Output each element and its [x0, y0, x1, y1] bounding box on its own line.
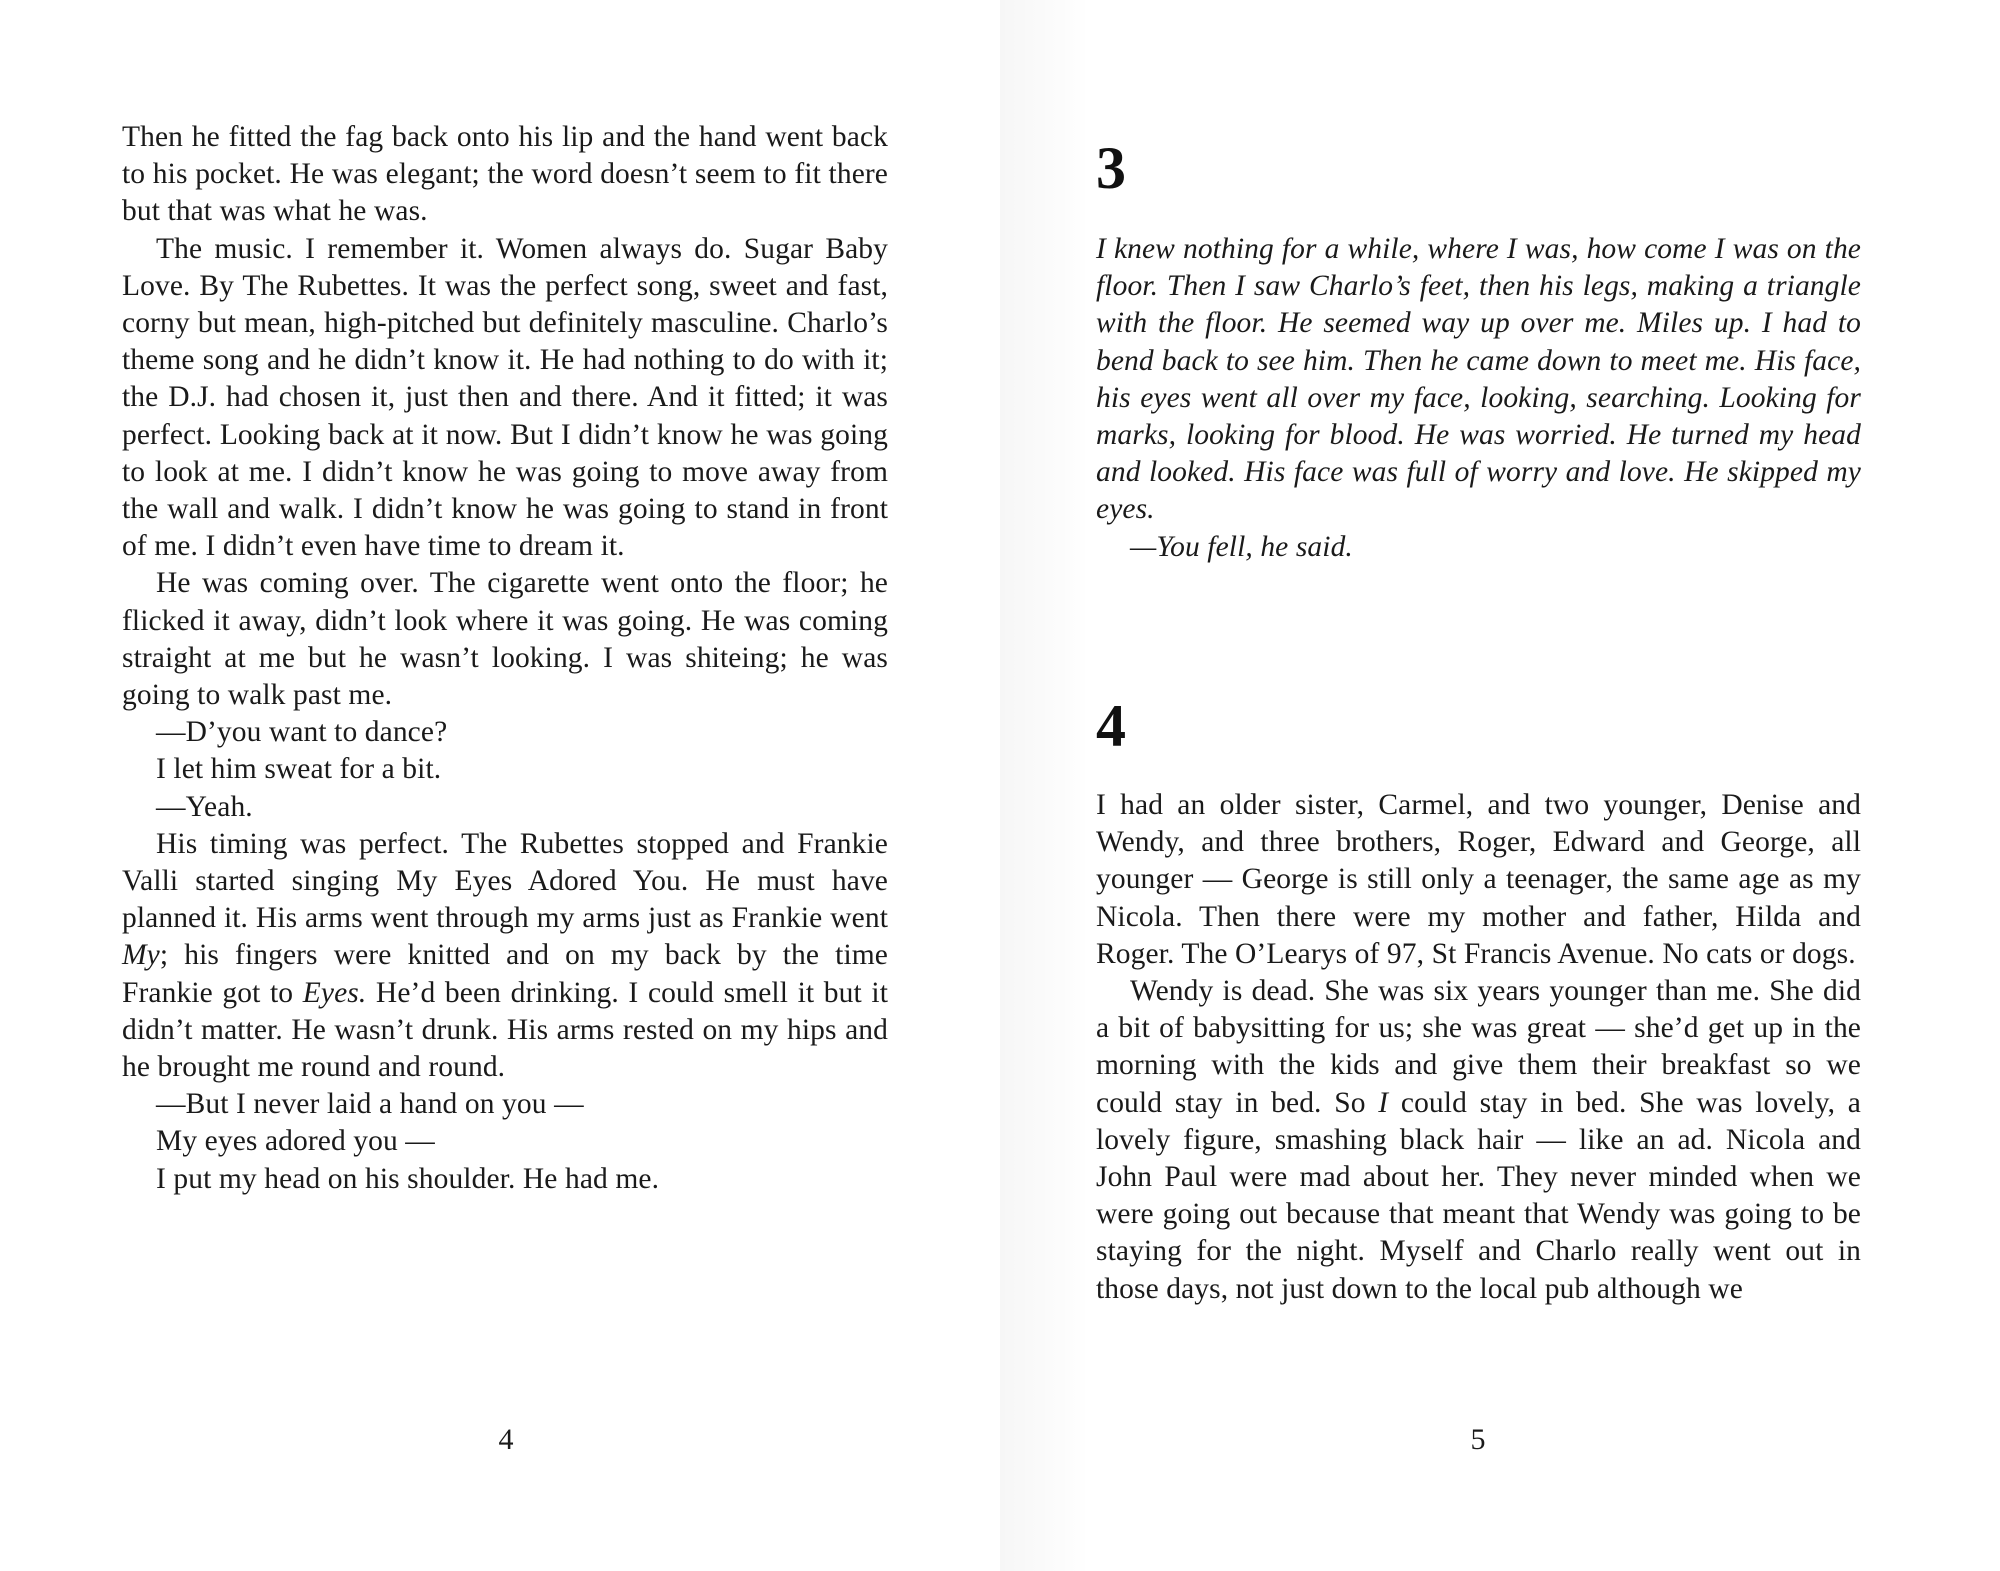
- dialogue-line: —D’you want to dance?: [156, 716, 448, 749]
- dialogue-line: —You fell, he said.: [1130, 530, 1353, 563]
- paragraph: The music. I remember it. Women always do. Sugar Baby Love. By The Rubettes. It was the perfect song, sweet and fast, corny but mean, high-pitched but definitely masculine. Charlo’s theme song and he didn’t know it. He had nothing to do with it; the D.J. had chosen it, just then and there. And it fitted; it was perfect. Looking back at it now. But I didn’t know he was going to look at me. I didn’t know he was going to move away from the wall and walk. I didn’t know he was going to stand in front of me. I didn’t even have time to dream it.: [122, 232, 888, 563]
- lyric-line: My eyes adored you —: [156, 1125, 435, 1158]
- emphasis: My: [122, 939, 160, 972]
- chapter-number: 4: [1096, 693, 1126, 759]
- chapter-3-text: [1096, 231, 1861, 566]
- chapter-number: 3: [1096, 135, 1126, 201]
- emphasis: I: [1378, 1086, 1389, 1119]
- paragraph: Wendy is dead. She was six years younger than me. She did a bit of babysitting for us; she was great — she’d get up in the morning with the kids and give them their breakfast so we could stay in bed. So I could stay in bed. She was lovely, a lovely figure, smashing black hair — like an ad. Nicola and John Paul were mad about her. They never minded when we were going out because that meant that Wendy was going to be staying for the night. Myself and Charlo really went out in those days, not just down to the local pub although we: [1096, 975, 1861, 1305]
- paragraph: He was coming over. The cigarette went onto the floor; he flicked it away, didn’t look where it was going. He was coming straight at me but he wasn’t looking. I was shiteing; he was going to walk past me.: [122, 567, 888, 712]
- page-number: 4: [498, 1423, 514, 1456]
- paragraph: Then he fitted the fag back onto his lip and the hand went back to his pocket. He was elegant; the word doesn’t seem to fit there but that was what he was.: [122, 121, 888, 228]
- paragraph: I let him sweat for a bit.: [156, 753, 442, 786]
- right-page: [1000, 0, 2000, 1571]
- left-page-text: [122, 119, 888, 1198]
- paragraph: I knew nothing for a while, where I was, how come I was on the floor. Then I saw Charlo’s feet, then his legs, making a triangle with the floor. He seemed way up over me. Miles up. I had to bend back to see him. Then he came down to meet me. His face, his eyes went all over my face, looking, searching. Looking for marks, looking for blood. He was worried. He turned my head and looked. His face was full of worry and love. He skipped my eyes.: [1096, 233, 1861, 526]
- dialogue-line: —But I never laid a hand on you —: [156, 1088, 584, 1121]
- paragraph: I put my head on his shoulder. He had me.: [156, 1162, 660, 1195]
- paragraph: I had an older sister, Carmel, and two younger, Denise and Wendy, and three brothers, Roger, Edward and George, all younger — George is still only a teenager, the same age as my Nicola. Then there were my mother and father, Hilda and Roger. The O’Learys of 97, St Francis Avenue. No cats or dogs.: [1096, 789, 1861, 970]
- chapter-4-text: [1096, 787, 1861, 1308]
- page-number: 5: [1470, 1423, 1486, 1456]
- paragraph: His timing was perfect. The Rubettes stopped and Frankie Valli started singing My Eyes Adored You. He must have planned it. His arms went through my arms just as Frankie went My; his fingers were knitted and on my back by the time Frankie got to Eyes. He’d been drinking. I could smell it but it didn’t matter. He wasn’t drunk. His arms rested on my hips and he brought me round and round.: [122, 827, 888, 1084]
- dialogue-line: —Yeah.: [156, 790, 253, 823]
- emphasis: Eyes.: [302, 976, 367, 1009]
